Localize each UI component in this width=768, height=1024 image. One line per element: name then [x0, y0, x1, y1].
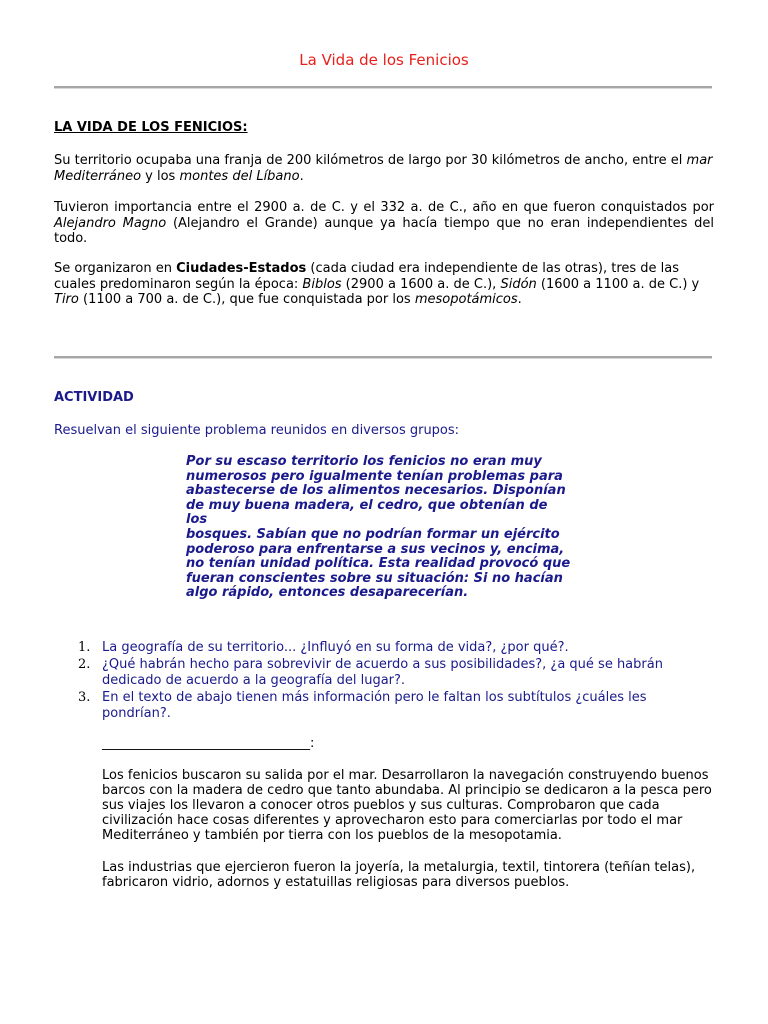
- text-run: (2900 a 1600 a. de C.),: [341, 276, 501, 292]
- italic-term: Biblos: [302, 276, 342, 292]
- problem-line: poderoso para enfrentarse a sus vecinos y, encima,: [186, 541, 565, 557]
- problem-line: Por su escaso territorio los fenicios no eran muy: [186, 454, 542, 469]
- activity-instruction: Resuelvan el siguiente problema reunidos en diversos grupos:: [54, 423, 460, 438]
- problem-line: fueran conscientes sobre su situación: Si no hacían: [186, 570, 563, 586]
- body-paragraph-industries: Las industrias que ejercieron fueron la joyería, la metalurgia, textil, tintorera (teñían telas), fabricaron vidrio, adornos y estatuillas religiosas para diversos pueblos.: [102, 860, 696, 890]
- question-text: ¿Qué habrán hecho para sobrevivir de acuerdo a sus posibilidades?, ¿a qué se habrán dedicado de acuerdo a la geografía del lugar?.: [102, 657, 663, 688]
- question-number: 3.: [78, 690, 91, 705]
- body-paragraph-navigation: Los fenicios buscaron su salida por el mar. Desarrollaron la navegación construyendo buenos barcos con la madera de cedro que tanto abundaba. Al principio se dedicaron a la pesca pero sus viajes los llevaron a conocer otros pueblos y sus culturas. Comprobaron que cada civilización hace cosas diferentes y aprovecharon esto para comerciarlas por todo el mar Mediterráneo y también por tierra con los pueblos de la mesopotamia.: [102, 768, 712, 843]
- question-text: La geografía de su territorio... ¿Influyó en su forma de vida?, ¿por qué?.: [102, 640, 569, 655]
- paragraph-importance: [54, 200, 714, 247]
- page-title: La Vida de los Fenicios: [299, 51, 469, 69]
- italic-term: Sidón: [500, 276, 537, 292]
- text-run: .: [299, 168, 304, 184]
- bold-term: Ciudades-Estados: [176, 261, 307, 276]
- top-divider: [54, 86, 712, 89]
- problem-line: abastecerse de los alimentos necesarios. Disponían: [186, 483, 566, 499]
- middle-divider: [54, 356, 712, 359]
- question-text: En el texto de abajo tienen más información pero le faltan los subtítulos ¿cuáles les pondrían?.: [102, 690, 647, 721]
- italic-term: mar Mediterráneo: [54, 153, 713, 184]
- text-run: (Alejandro el Grande) aunque ya hacía tiempo que no eran independientes del todo.: [54, 215, 714, 246]
- question-number: 1.: [78, 640, 91, 655]
- paragraph-city-states: [54, 261, 714, 308]
- problem-line: algo rápido, entonces desaparecerían.: [186, 585, 469, 601]
- paragraph-territory: [54, 153, 714, 184]
- text-run: (cada ciudad era independiente de las otras), tres de las cuales predominaron según la época:: [54, 261, 680, 292]
- problem-line: de muy buena madera, el cedro, que obtenían de los: [186, 497, 548, 528]
- problem-line: no tenían unidad política. Esta realidad provocó que: [186, 556, 571, 572]
- problem-statement: [186, 455, 571, 601]
- text-run: (1600 a 1100 a. de C.) y: [536, 276, 700, 292]
- italic-term: mesopotámicos: [414, 292, 518, 307]
- activity-heading: ACTIVIDAD: [54, 390, 134, 405]
- text-run: y los: [141, 168, 180, 184]
- italic-term: Alejandro Magno: [54, 215, 167, 231]
- question-list: [78, 640, 698, 723]
- problem-line: numerosos pero igualmente tenían problemas para: [186, 468, 563, 484]
- question-item: [78, 640, 698, 656]
- text-run: Se organizaron en: [54, 261, 177, 276]
- subtitle-blank-line: ________________________________:: [102, 736, 315, 751]
- italic-term: Tiro: [54, 292, 79, 307]
- text-run: Tuvieron importancia entre el 2900 a. de C. y el 332 a. de C., año en que fueron conquistados por: [54, 200, 714, 215]
- question-item: [78, 690, 698, 722]
- text-run: .: [517, 292, 522, 307]
- question-item: [78, 657, 698, 689]
- problem-line: bosques. Sabían que no podrían formar un ejército: [186, 526, 560, 542]
- question-number: 2.: [78, 657, 91, 672]
- text-run: Su territorio ocupaba una franja de 200 kilómetros de largo por 30 kilómetros de ancho, entre el: [54, 153, 687, 168]
- italic-term: montes del Líbano: [179, 168, 300, 184]
- section-heading: LA VIDA DE LOS FENICIOS:: [54, 120, 248, 135]
- text-run: (1100 a 700 a. de C.), que fue conquistada por los: [78, 292, 415, 307]
